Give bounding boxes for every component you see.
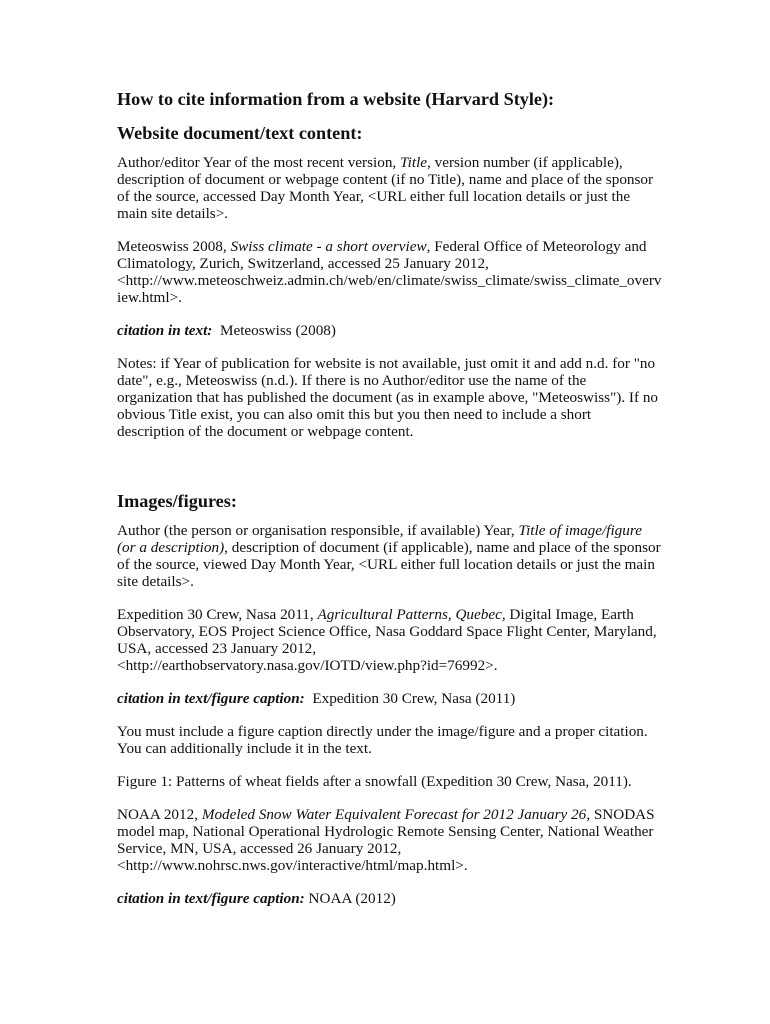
- images-example1-text-2: Digital Image, Earth Observatory, EOS Project Science Office, Nasa Goddard Space Flight Center, Maryland, USA, accessed 23 January 2012,: [117, 606, 657, 657]
- images-citation2-value: NOAA (2012): [308, 890, 396, 907]
- figure-example-paragraph: Figure 1: Patterns of wheat fields after a snowfall (Expedition 30 Crew, Nasa, 2011).: [117, 773, 632, 790]
- website-example-paragraph: [117, 238, 662, 306]
- images-example1-italic: Agricultural Patterns, Quebec,: [317, 606, 506, 623]
- images-example2-paragraph: [117, 806, 662, 874]
- page-title: How to cite information from a website (Harvard Style):: [117, 89, 555, 109]
- images-example2-text-2: , SNODAS model map, National Operational Hydrologic Remote Sensing Center, National Weather Service, MN, USA, accessed 26 January 2012,: [117, 806, 655, 857]
- website-citation-label: citation in text:: [117, 322, 213, 339]
- images-citation2-label: citation in text/figure caption:: [117, 890, 305, 907]
- images-example1-url: <http://earthobservatory.nasa.gov/IOTD/view.php?id=76992>.: [117, 657, 498, 674]
- website-section-heading: Website document/text content:: [117, 123, 363, 143]
- images-citation2-line: [117, 890, 662, 907]
- document-page: [117, 86, 662, 907]
- caption-note-paragraph: You must include a figure caption directly under the image/figure and a proper citation. You can additionally include it in the text.: [117, 723, 648, 757]
- website-example-italic: Swiss climate - a short overview: [230, 238, 427, 255]
- website-format-paragraph: [117, 154, 662, 222]
- images-example2-italic: Modeled Snow Water Equivalent Forecast for 2012 January 26: [201, 806, 587, 823]
- images-example2-text-1: NOAA 2012,: [117, 806, 202, 823]
- images-example1-text-1: Expedition 30 Crew, Nasa 2011,: [117, 606, 318, 623]
- website-format-text-2: , version number (if applicable), description of document or webpage content (if no Title), name and place of the sponsor of the source, accessed Day Month Year, <URL either full location details or just the main site details>.: [117, 154, 654, 222]
- website-example-text-2: , Federal Office of Meteorology and Climatology, Zurich, Switzerland, accessed 25 January 2012,: [117, 238, 647, 272]
- website-notes-paragraph: Notes: if Year of publication for website is not available, just omit it and add n.d. for "no date", e.g., Meteoswiss (n.d.). If there is no Author/editor use the name of the organization that has published the document (as in example above, "Meteoswiss"). If no obvious Title exist, you can also omit this but you then need to include a short description of the document or webpage content.: [117, 355, 659, 440]
- website-citation-line: [117, 322, 662, 339]
- images-format-text-1: Author (the person or organisation responsible, if available) Year,: [117, 522, 519, 539]
- images-citation1-value: Expedition 30 Crew, Nasa (2011): [312, 690, 516, 707]
- website-format-italic: Title: [400, 154, 428, 171]
- website-format-text-1: Author/editor Year of the most recent version,: [117, 154, 401, 171]
- images-citation1-label: citation in text/figure caption:: [117, 690, 305, 707]
- images-example1-paragraph: [117, 606, 662, 674]
- images-section-heading: Images/figures:: [117, 491, 237, 511]
- website-example-url: <http://www.meteoschweiz.admin.ch/web/en/climate/swiss_climate/swiss_climate_overview.html>.: [117, 272, 662, 306]
- images-example2-url: <http://www.nohrsc.nws.gov/interactive/html/map.html>.: [117, 857, 468, 874]
- website-example-text-1: Meteoswiss 2008,: [117, 238, 231, 255]
- website-citation-value: Meteoswiss (2008): [219, 322, 336, 339]
- images-citation1-line: [117, 690, 662, 707]
- images-format-paragraph: [117, 522, 662, 590]
- images-format-italic: Title of image/figure (or a description): [117, 522, 642, 556]
- images-format-text-2: , description of document (if applicable), name and place of the sponsor of the source, viewed Day Month Year, <URL either full location details or just the main site details>.: [117, 539, 661, 590]
